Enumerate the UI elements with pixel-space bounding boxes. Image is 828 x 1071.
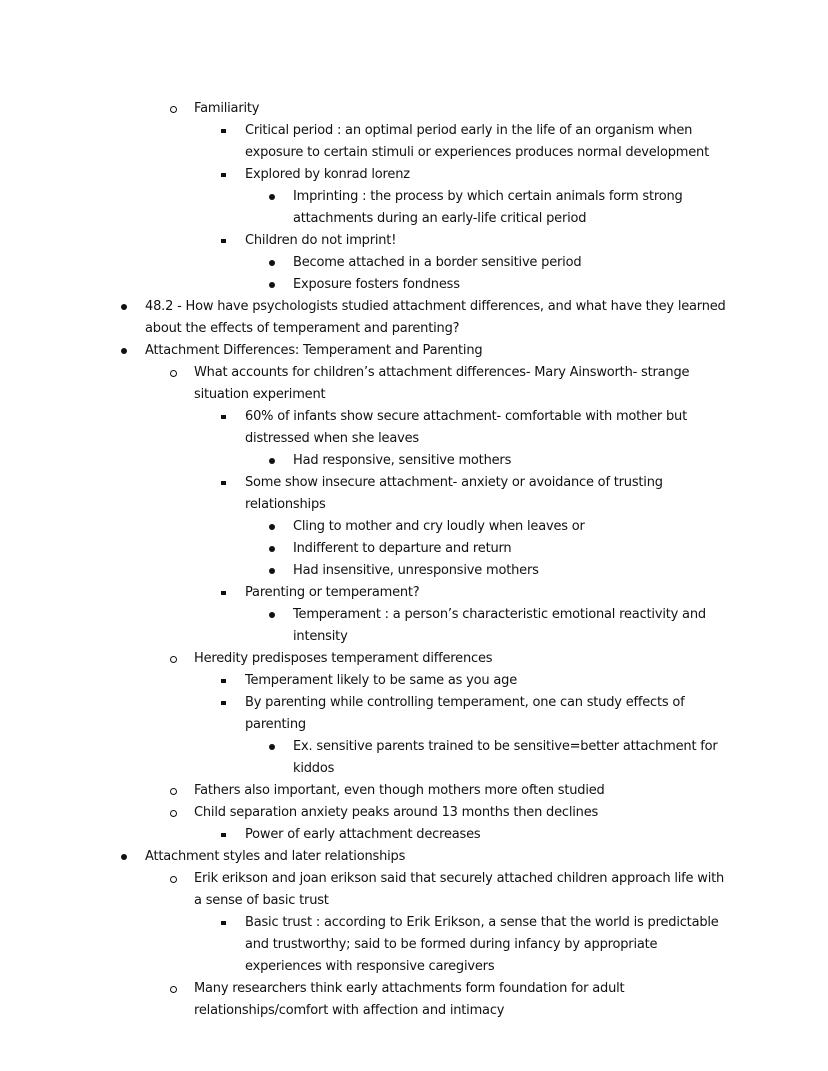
note-text: 48.2 - How have psychologists studied attachment differences, and what have they learned about the effects of temperament and parenting? — [145, 299, 726, 336]
note-text: Ex. sensitive parents trained to be sensitive=better attachment for kiddos — [293, 739, 718, 776]
list-item — [0, 274, 732, 296]
list-item — [0, 648, 732, 670]
square-bullet-icon — [221, 472, 245, 494]
square-bullet-icon — [221, 824, 245, 846]
list-item — [0, 164, 732, 186]
list-item — [0, 824, 732, 846]
list-item — [0, 978, 732, 1022]
note-text: What accounts for children’s attachment differences- Mary Ainsworth- strange situation experiment — [194, 365, 690, 402]
list-item — [0, 230, 732, 252]
note-text: Many researchers think early attachments form foundation for adult relationships/comfort with affection and intimacy — [194, 981, 625, 1018]
circle-bullet-icon — [170, 868, 194, 890]
note-text: Parenting or temperament? — [245, 585, 420, 600]
note-text: Exposure fosters fondness — [293, 277, 460, 292]
list-item — [0, 450, 732, 472]
list-item — [0, 516, 732, 538]
circle-bullet-icon — [170, 780, 194, 802]
note-text: Had insensitive, unresponsive mothers — [293, 563, 539, 578]
note-text: Power of early attachment decreases — [245, 827, 481, 842]
note-text: Imprinting : the process by which certain animals form strong attachments during an early-life critical period — [293, 189, 683, 226]
disc-bullet-icon — [269, 736, 293, 758]
note-text: Cling to mother and cry loudly when leaves or — [293, 519, 585, 534]
list-item — [0, 802, 732, 824]
list-item — [0, 120, 732, 164]
list-item — [0, 340, 732, 362]
note-text: Basic trust : according to Erik Erikson, a sense that the world is predictable and trustworthy; said to be formed during infancy by appropriate experiences with responsive caregivers — [245, 915, 719, 974]
note-text: Familiarity — [194, 101, 260, 116]
list-item — [0, 560, 732, 582]
square-bullet-icon — [221, 692, 245, 714]
square-bullet-icon — [221, 670, 245, 692]
list-item — [0, 296, 732, 340]
square-bullet-icon — [221, 230, 245, 252]
list-item — [0, 670, 732, 692]
list-item — [0, 780, 732, 802]
disc-bullet-icon — [269, 560, 293, 582]
note-text: Children do not imprint! — [245, 233, 397, 248]
list-item — [0, 186, 732, 230]
note-text: Temperament : a person’s characteristic emotional reactivity and intensity — [293, 607, 706, 644]
note-text: Explored by konrad lorenz — [245, 167, 410, 182]
list-item — [0, 252, 732, 274]
disc-bullet-icon — [269, 252, 293, 274]
list-item — [0, 868, 732, 912]
list-item — [0, 406, 732, 450]
note-text: Become attached in a border sensitive period — [293, 255, 582, 270]
square-bullet-icon — [221, 582, 245, 604]
disc-bullet-icon — [269, 516, 293, 538]
circle-bullet-icon — [170, 802, 194, 824]
list-item — [0, 362, 732, 406]
list-item — [0, 604, 732, 648]
list-item — [0, 692, 732, 736]
list-item — [0, 538, 732, 560]
disc-bullet-icon — [121, 296, 145, 318]
note-text: Erik erikson and joan erikson said that securely attached children approach life with a sense of basic trust — [194, 871, 725, 908]
list-item — [0, 98, 732, 120]
note-text: By parenting while controlling temperament, one can study effects of parenting — [245, 695, 685, 732]
circle-bullet-icon — [170, 978, 194, 1000]
disc-bullet-icon — [269, 604, 293, 626]
note-text: Attachment styles and later relationships — [145, 849, 406, 864]
square-bullet-icon — [221, 120, 245, 142]
circle-bullet-icon — [170, 362, 194, 384]
note-text: 60% of infants show secure attachment- comfortable with mother but distressed when she leaves — [245, 409, 687, 446]
disc-bullet-icon — [269, 450, 293, 472]
note-text: Heredity predisposes temperament differences — [194, 651, 493, 666]
note-text: Indifferent to departure and return — [293, 541, 512, 556]
note-text: Critical period : an optimal period early in the life of an organism when exposure to certain stimuli or experiences produces normal development — [245, 123, 709, 160]
note-text: Some show insecure attachment- anxiety or avoidance of trusting relationships — [245, 475, 663, 512]
list-item — [0, 912, 732, 978]
note-text: Had responsive, sensitive mothers — [293, 453, 512, 468]
disc-bullet-icon — [121, 340, 145, 362]
square-bullet-icon — [221, 912, 245, 934]
note-text: Temperament likely to be same as you age — [245, 673, 518, 688]
note-text: Fathers also important, even though mothers more often studied — [194, 783, 605, 798]
disc-bullet-icon — [121, 846, 145, 868]
list-item — [0, 846, 732, 868]
disc-bullet-icon — [269, 538, 293, 560]
circle-bullet-icon — [170, 98, 194, 120]
note-text: Child separation anxiety peaks around 13 months then declines — [194, 805, 599, 820]
disc-bullet-icon — [269, 186, 293, 208]
list-item — [0, 582, 732, 604]
list-item — [0, 736, 732, 780]
circle-bullet-icon — [170, 648, 194, 670]
note-text: Attachment Differences: Temperament and Parenting — [145, 343, 483, 358]
square-bullet-icon — [221, 406, 245, 428]
disc-bullet-icon — [269, 274, 293, 296]
square-bullet-icon — [221, 164, 245, 186]
list-item — [0, 472, 732, 516]
notes-list — [0, 98, 732, 1022]
